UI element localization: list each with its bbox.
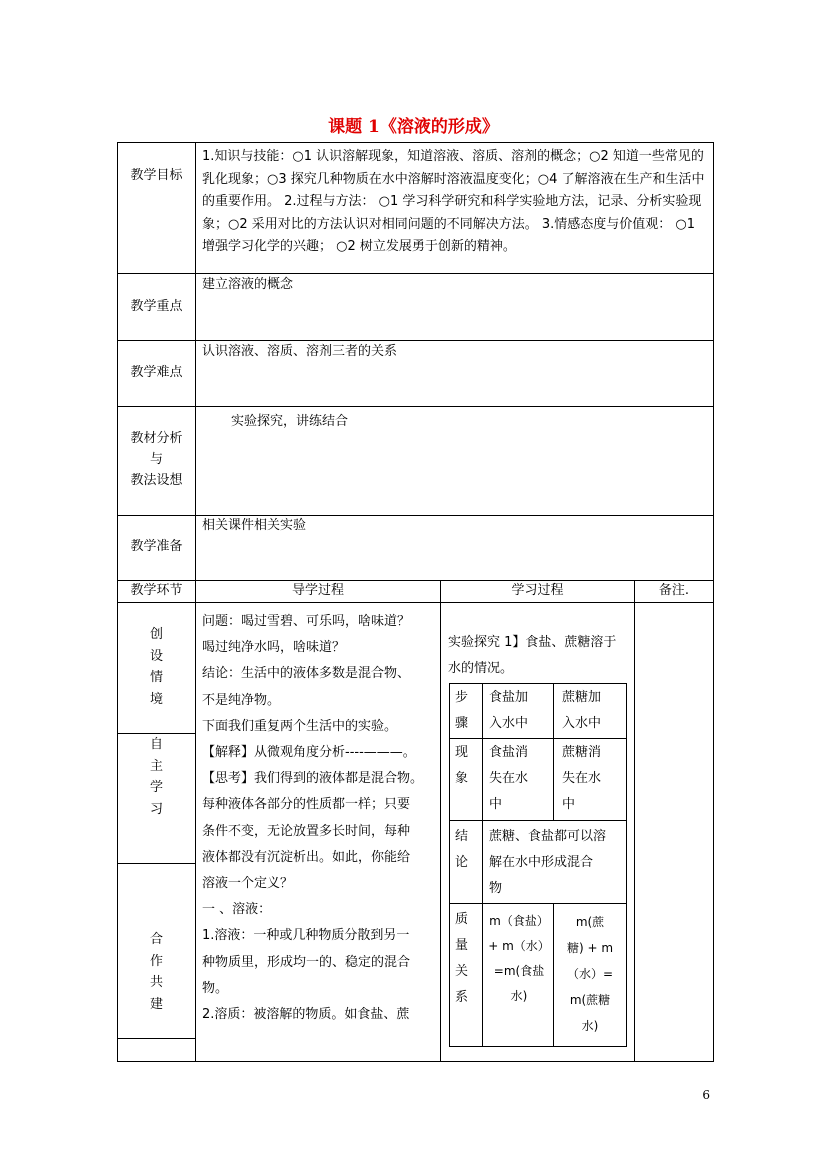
stage-create-situation: 创 设 情 境	[149, 627, 163, 707]
goals-content: 1.知识与技能：○1 认识溶解现象，知道溶液、溶质、溶剂的概念；○2 知道一些常见的乳化现象；○3 探究几种物质在水中溶解时溶液温度变化；○4 了解溶液在生产和生活中的重要作用。 2.过程与方法： ○1 学习科学研究和科学实验地方法，记录、分析实验现象；○2 采用对比的方法认识对相同问题的不同解决方法。 3.情感态度与价值观： ○1 增强学习化学的兴趣； ○2 树立发展勇于创新的精神。	[202, 149, 705, 254]
steps-sugar: 蔗糖加 入水中	[562, 690, 602, 731]
mass-sugar: m(蔗 糖) + m （水）= m(蔗糖 水)	[566, 915, 614, 1033]
header-stage: 教学环节	[130, 583, 183, 598]
steps-label: 步 骤	[455, 690, 469, 731]
goals-label: 教学目标	[130, 168, 183, 183]
header-guide: 导学过程	[291, 583, 344, 598]
conclusion-label: 结 论	[455, 829, 469, 870]
header-notes: 备注.	[658, 583, 690, 598]
mass-salt: m（食盐） + m（水） =m(食盐 水)	[488, 914, 550, 1003]
page-number: 6	[702, 1088, 710, 1102]
key-point-label: 教学重点	[130, 299, 183, 314]
preparation-content: 相关课件相关实验	[202, 518, 307, 533]
page-title: 课题 1《溶液的形成》	[328, 117, 499, 137]
steps-salt: 食盐加 入水中	[489, 690, 529, 731]
stage-self-study: 自 主 学 习	[149, 737, 163, 817]
stage-cooperate: 合 作 共 建	[149, 932, 163, 1012]
header-learning: 学习过程	[511, 583, 564, 598]
phenomena-label: 现 象	[455, 745, 469, 786]
phenomena-sugar: 蔗糖消 失在水 中	[562, 745, 602, 812]
experiment-intro: 实验探究 1】食盐、蔗糖溶于 水的情况。	[448, 635, 617, 676]
preparation-label: 教学准备	[130, 539, 183, 554]
difficulty-content: 认识溶液、溶质、溶剂三者的关系	[202, 344, 398, 359]
analysis-label-1: 教材分析	[130, 431, 183, 446]
conclusion-text: 蔗糖、食盐都可以溶 解在水中形成混合 物	[489, 829, 607, 896]
analysis-label-3: 教法设想	[130, 473, 183, 488]
phenomena-salt: 食盐消 失在水 中	[489, 745, 529, 812]
mass-label: 质 量 关 系	[455, 912, 469, 1005]
analysis-label-2: 与	[149, 452, 163, 467]
analysis-content: 实验探究，讲练结合	[231, 414, 349, 429]
guide-process-text: 问题：喝过雪碧、可乐吗，啥味道？ 喝过纯净水吗，啥味道？ 结论：生活中的液体多数是混合物、 不是纯净物。 下面我们重复两个生活中的实验。 【解释】从微观角度分析----———。 【思考】我们得到的液体都是混合物。 每种液体各部分的性质都一样；只要 条件不变，无论放置多长时间，每种 液体都没有沉淀析出。如此，你能给 溶液一个定义？ 一 、溶液： 1.溶液：一种或几种物质分散到另一 种物质里，形成均一的、稳定的混合 物。 2.溶质：被溶解的物质。如食盐、蔗	[202, 614, 424, 1023]
key-point-content: 建立溶液的概念	[202, 277, 294, 292]
difficulty-label: 教学难点	[130, 365, 183, 380]
